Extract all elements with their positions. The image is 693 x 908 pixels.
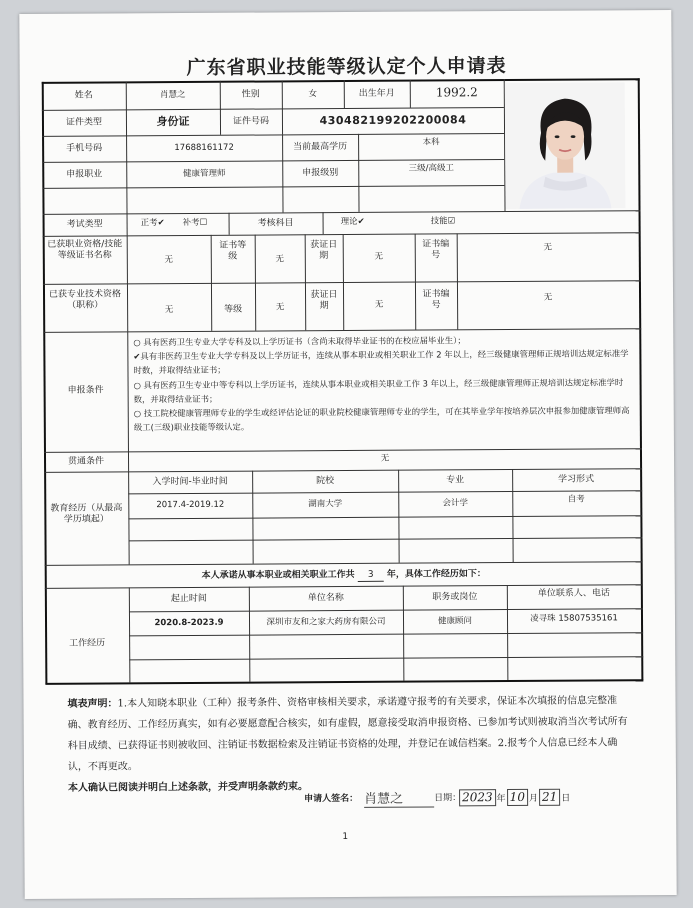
cert-qual-name: 无 [164,255,174,266]
level-label: 申报级别 [302,168,339,179]
exam-type-label: 考试类型 [66,219,103,230]
condition-item: ○ 具有医药卫生专业大学专科及以上学历证书（含尚未取得毕业证书的在校应届毕业生）； [133,335,466,348]
level-value: 三级/高级工 [408,163,454,174]
phone-label: 手机号码 [66,143,103,154]
cert-no-label: 证书编号 [422,239,450,261]
date-month-unit: 月 [528,793,538,804]
work-statement-prefix: 本人承诺从事本职业或相关职业工作共 [201,569,355,581]
exam-makeup: 补考☐ [182,217,208,229]
edu-period: 2017.4-2019.12 [156,499,225,511]
occupation-value: 健康管理师 [182,168,226,180]
id-number-label: 证件号码 [232,116,269,127]
work-years: 3 [358,570,384,582]
gender-value: 女 [308,89,318,100]
edu-col-school: 院校 [316,476,335,487]
date-day: 21 [539,789,560,806]
birth-value: 1992.2 [435,85,478,100]
condition-item: ○ 技工院校健康管理师专业的学生或经评估论证的职业院校健康管理师专业的学生，可在其毕业学年按培养层次申报参加健康管理师高级工(三级)职业技能等级认定。 [133,405,630,433]
conditions-list [133,332,634,434]
edu-col-mode: 学习形式 [558,474,595,485]
waiver-value: 无 [380,453,390,464]
cert-level-label: 证书等级 [219,240,247,262]
date-day-unit: 日 [561,793,571,804]
occupation-label: 申报职业 [66,169,103,180]
name-value: 肖慧之 [160,89,186,101]
declaration-body: 1.本人知晓本职业（工种）报考条件、资格审核相关要求，承诺遵守报考的有关要求，保证本次填报的信息完整准确、教育经历、工作经历真实，如有必要愿意配合核实，如有虚假，愿意接受取消申报资格、已参加考试则被取消当次考试所有科目成绩、已获得证书则被收回、注销证书数据检索及注销证书资格的处理，并登记在诚信档案。2.报考个人信息已经本人确认，不再更改。 [67,695,628,773]
prof-level-label: 等级 [224,304,243,315]
cert-date-label: 获证日期 [310,240,338,262]
prof-title-level: 无 [275,302,285,313]
applicant-signature: 肖慧之 [364,787,434,807]
date-year-unit: 年 [496,794,506,805]
work-col-company: 单位名称 [307,593,344,604]
cert-qual-date: 无 [374,251,384,262]
date-month: 10 [507,789,528,806]
work-statement [45,568,643,584]
declaration-head: 填表声明： [67,698,118,710]
phone-value: 17688161172 [174,142,234,154]
waiver-label: 贯通条件 [67,456,105,467]
condition-item: ○ 具有医药卫生专业中等专科以上学历证书，连续从事本职业或相关职业工作 3 年以上，经三级健康管理师正规培训达规定标准学时数，并取得结业证书； [133,376,624,405]
work-period: 2020.8-2023.9 [154,617,224,629]
exam-skill: 技能☑ [430,216,456,227]
applicant-photo [505,82,626,209]
education-value: 本科 [422,137,440,148]
edu-mode: 自考 [567,494,585,505]
exam-regular: 正考✔ [140,218,165,229]
edu-col-period: 入学时间-毕业时间 [152,476,228,488]
prof-title-label: 已获专业技术资格（职称） [48,289,122,311]
exam-theory: 理论✔ [340,216,365,228]
work-col-contact: 单位联系人、电话 [537,588,610,599]
edu-col-major: 专业 [446,475,465,486]
declaration-confirm: 本人确认已阅读并明白上述条款，并受声明条款约束。 [67,781,309,794]
date-label: 日期： [434,793,462,804]
id-number-value: 430482199202200084 [319,113,467,128]
cert-qual-level: 无 [275,254,285,265]
education-label: 当前最高学历 [293,141,348,153]
sign-label: 申请人签名： [304,793,359,805]
work-history-label: 工作经历 [69,638,106,649]
gender-label: 性别 [241,89,260,100]
work-position: 健康顾问 [437,616,473,627]
work-contact: 凌寻珠 15807535161 [530,613,618,624]
page-number: 1 [342,832,349,843]
prof-no-label: 证书编号 [422,289,450,311]
name-label: 姓名 [74,90,93,101]
work-statement-suffix: 年，具体工作经历如下： [386,569,486,580]
id-type-value: 身份证 [156,114,190,129]
edu-school: 湖南大学 [308,499,343,510]
work-company: 深圳市友和之家大药房有限公司 [266,616,386,628]
declaration [67,690,636,798]
application-form-page [19,10,676,899]
prof-title-name: 无 [164,305,174,316]
birth-label: 出生年月 [358,88,395,99]
sign-date [458,789,570,807]
prof-title-date: 无 [374,299,384,310]
work-col-period: 起止时间 [170,593,207,605]
prof-date-label: 获证日期 [310,290,338,312]
cert-qual-label: 已获职业资格/技能等级证书名称 [47,239,123,262]
exam-subject-label: 考核科目 [257,218,294,229]
edu-major: 会计学 [442,498,469,509]
date-year: 2023 [459,789,496,806]
work-col-position: 职务或岗位 [432,592,478,603]
cert-qual-no: 无 [543,242,553,253]
conditions-label: 申报条件 [67,385,104,396]
condition-item: ✔具有非医药卫生专业大学专科及以上学历证书，连续从事本职业或相关职业工作 2 年以上，经三级健康管理师正规培训达规定标准学时数，并取得结业证书； [133,348,629,376]
form-title: 广东省职业技能等级认定个人申请表 [186,55,507,79]
prof-title-no: 无 [543,292,553,303]
id-type-label: 证件类型 [65,117,102,128]
edu-history-label: 教育经历（从最高学历填起） [50,503,123,525]
